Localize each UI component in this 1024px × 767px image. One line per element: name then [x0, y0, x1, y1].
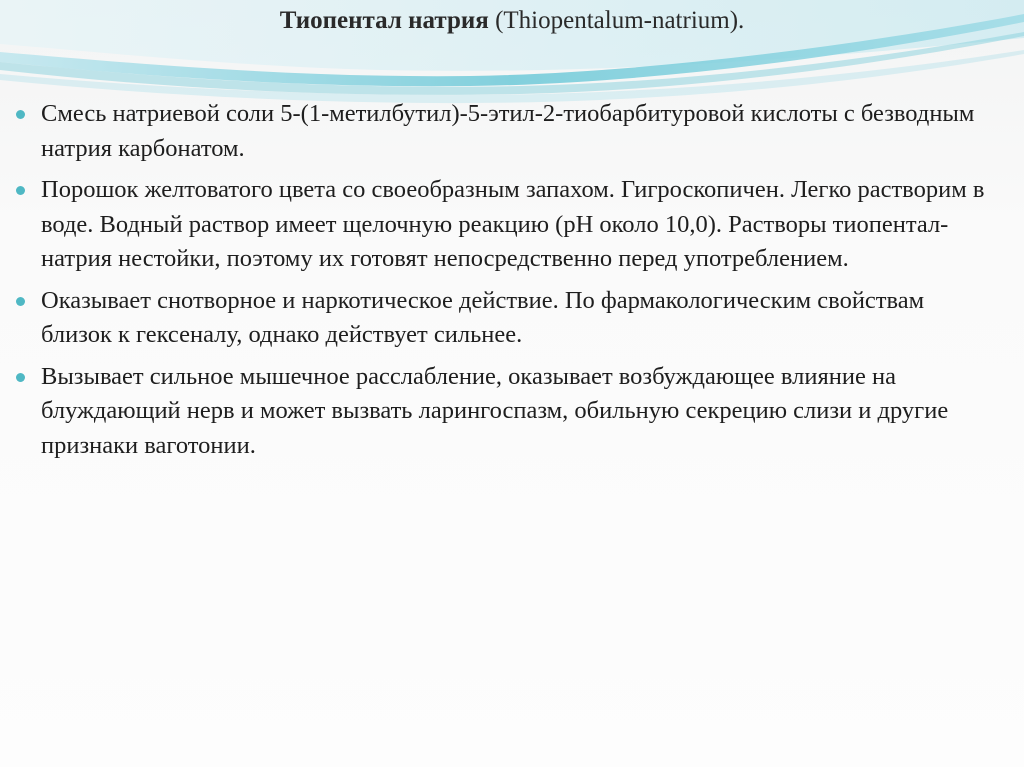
bullet-dot-icon [16, 373, 25, 382]
title-bold: Тиопентал натрия [279, 7, 489, 34]
title-latin: (Thiopentalum-natrium). [488, 7, 745, 34]
bullet-item [16, 97, 991, 166]
bullet-dot-icon [16, 186, 25, 195]
bullet-list [16, 97, 991, 470]
bullet-text: Вызывает сильное мышечное расслабление, оказывает возбуждающее влияние на блуждающий нерв и может вызвать ларингоспазм, обильную секрецию слизи и другие признаки ваготонии. [41, 362, 949, 459]
bullet-text: Оказывает снотворное и наркотическое действие. По фармакологическим свойствам близок к гексеналу, однако действует сильнее. [41, 286, 925, 348]
bullet-text: Порошок желтоватого цвета со своеобразным запахом. Гигроскопичен. Легко растворим в воде. Водный раствор имеет щелочную реакцию (рН около 10,0). Растворы тиопентал-натрия нестойки, поэтому их готовят непосредственно перед употреблением. [41, 176, 985, 272]
bullet-text: Смесь натриевой соли 5-(1-метилбутил)-5-этил-2-тиобарбитуровой кислоты с безводным натрия карбонатом. [41, 100, 975, 162]
bullet-dot-icon [16, 110, 25, 119]
bullet-item [16, 173, 991, 277]
bullet-item [16, 360, 991, 464]
bullet-dot-icon [16, 297, 25, 306]
bullet-item [16, 284, 991, 353]
slide-title [0, 6, 1024, 36]
